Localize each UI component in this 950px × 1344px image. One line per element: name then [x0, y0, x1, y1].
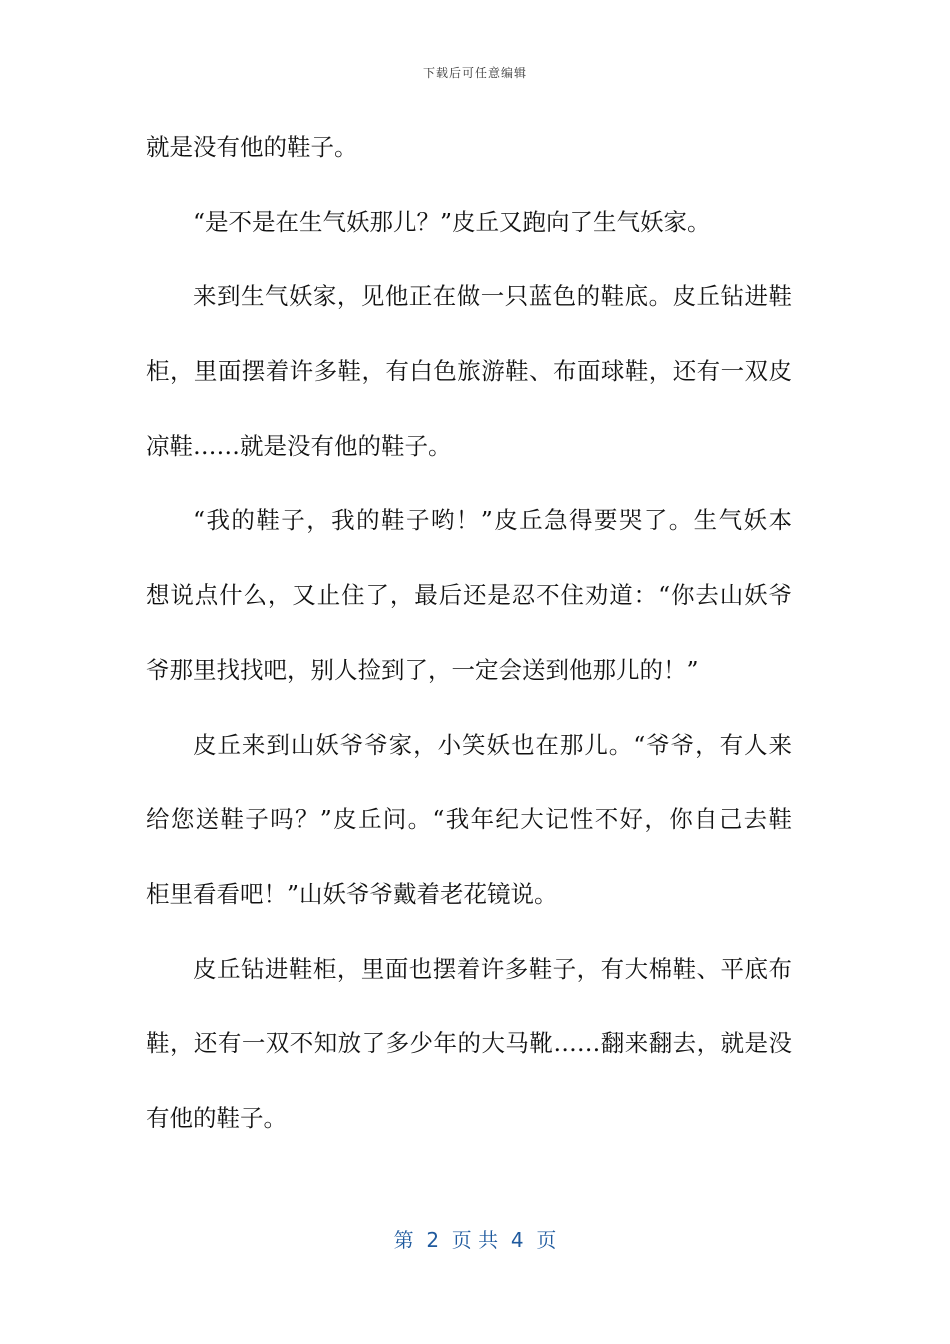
document-body [146, 118, 792, 1164]
text-line: 鞋，还有一双不知放了多少年的大马靴……翻来翻去，就是没 [146, 1029, 792, 1058]
page-header: 下载后可任意编辑 [422, 66, 527, 80]
text-line: 就是没有他的鞋子。 [146, 133, 358, 161]
text-line: 柜，里面摆着许多鞋，有白色旅游鞋、布面球鞋，还有一双皮 [146, 357, 792, 386]
text-line: 凉鞋……就是没有他的鞋子。 [146, 431, 452, 460]
text-line: 皮丘钻进鞋柜，里面也摆着许多鞋子，有大棉鞋、平底布 [193, 954, 792, 983]
text-line: “我的鞋子，我的鞋子哟！”皮丘急得要哭了。生气妖本 [193, 506, 792, 535]
text-line: 来到生气妖家，见他正在做一只蓝色的鞋底。皮丘钻进鞋 [193, 282, 792, 311]
text-line: 爷那里找找吧，别人捡到了，一定会送到他那儿的！” [146, 655, 699, 684]
text-line: 柜里看看吧！”山妖爷爷戴着老花镜说。 [146, 879, 558, 908]
text-line: “是不是在生气妖那儿？”皮丘又跑向了生气妖家。 [193, 207, 711, 236]
text-line: 想说点什么，又止住了，最后还是忍不住劝道：“你去山妖爷 [146, 581, 792, 610]
text-line: 给您送鞋子吗？”皮丘问。“我年纪大记性不好，你自己去鞋 [146, 805, 792, 834]
text-line: 有他的鞋子。 [146, 1103, 287, 1132]
text-line: 皮丘来到山妖爷爷家，小笑妖也在那儿。“爷爷，有人来 [193, 730, 792, 759]
page-number-footer: 第 2 页 共 4 页 [393, 1228, 557, 1252]
